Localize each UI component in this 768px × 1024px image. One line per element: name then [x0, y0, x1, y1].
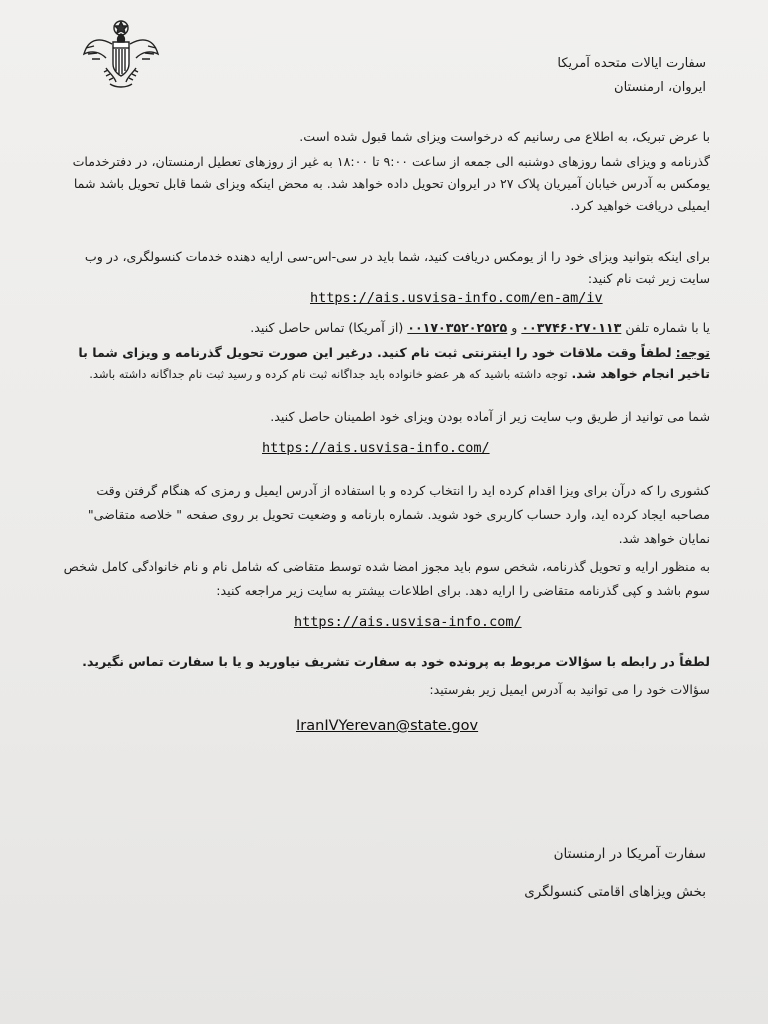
signature-section: بخش ویزاهای اقامتی کنسولگری	[524, 884, 706, 900]
greeting-paragraph: با عرض تبریک، به اطلاع می رسانیم که درخواست ویزای شما قبول شده است.	[299, 129, 710, 144]
note-text: توجه داشته باشید که هر عضو خانواده باید جداگانه ثبت نام کرده و رسید ثبت نام جداگانه داشته باشد.	[89, 367, 568, 381]
contact-paragraph	[60, 648, 710, 704]
note-bold-text: لطفاً وقت ملاقات خود را اینترنتی ثبت نام کنید. درغیر این صورت تحویل گذرنامه و ویزای شما با تاخیر انجام خواهد شد.	[78, 345, 710, 381]
registration-link[interactable]: https://ais.usvisa-info.com/en-am/iv	[310, 290, 603, 306]
note-label: توجه:	[675, 345, 710, 360]
phone-number-us: ۰۰۱۷۰۳۵۲۰۲۵۲۵	[407, 320, 508, 335]
status-paragraph: شما می توانید از طریق وب سایت زیر از آماده بودن ویزای خود اطمینان حاصل کنید.	[270, 409, 710, 424]
eagle-seal-icon	[80, 14, 162, 96]
signature-embassy: سفارت آمریکا در ارمنستان	[553, 846, 706, 862]
phone-outro: (از آمریکا) تماس حاصل کنید.	[250, 320, 404, 335]
registration-paragraph: برای اینکه بتوانید ویزای خود را از یومکس دریافت کنید، شما باید در سی-اس-سی ارایه دهنده خدمات کنسولگری، در وب سایت زیر ثبت نام کنید:	[84, 249, 710, 286]
third-party-paragraph: به منظور ارایه و تحویل گذرنامه، شخص سوم باید مجوز امضا شده توسط متقاضی که شامل نام و نام خانوادگی کامل شخص سوم باشد و کپی گذرنامه متقاضی را ارایه دهد. برای اطلاعات بیشتر به سایت زیر مراجعه کنید:	[63, 559, 710, 598]
login-paragraph: کشوری را که درآن برای ویزا اقدام کرده اید را انتخاب کرده و با استفاده از آدرس ایمیل و رمزی که هنگام گرفتن وقت مصاحبه ایجاد کرده اید، وارد حساب کاربری خود شوید. شماره بارنامه و وضعیت تحویل بر روی صفحه " خلاصه متقاضی" نمایان خواهد شد.	[87, 483, 710, 546]
phone-and: و	[511, 320, 518, 335]
phone-paragraph	[60, 317, 710, 339]
status-link[interactable]: https://ais.usvisa-info.com/	[262, 440, 490, 456]
contact-instruction: سؤالات خود را می توانید به آدرس ایمیل زیر بفرستید:	[429, 682, 710, 697]
phone-number-armenia: ۰۰۳۷۴۶۰۲۷۰۱۱۳	[521, 320, 622, 335]
delivery-paragraph: گذرنامه و ویزای شما روزهای دوشنبه الی جمعه از ساعت ۹:۰۰ تا ۱۸:۰۰ به غیر از روزهای تعطیل ارمنستان، در دفترخدمات یومکس به آدرس خیابان آمیریان پلاک ۲۷ در ایروان تحویل داده خواهد شد. به محض اینکه ویزای شما قابل تحویل باشد شما ایمیلی دریافت خواهید کرد.	[72, 154, 710, 213]
note-paragraph	[60, 342, 710, 385]
embassy-name: سفارت ایالات متحده آمریکا	[557, 56, 706, 71]
info-link[interactable]: https://ais.usvisa-info.com/	[294, 614, 522, 630]
phone-intro: یا با شماره تلفن	[625, 320, 710, 335]
embassy-location: ایروان، ارمنستان	[614, 80, 706, 95]
contact-email[interactable]: IranIVYerevan@state.gov	[296, 718, 479, 734]
contact-warning: لطفاً در رابطه با سؤالات مربوط به پرونده خود به سفارت تشریف نیاورید و یا با سفارت تماس نگیرید.	[82, 654, 710, 669]
